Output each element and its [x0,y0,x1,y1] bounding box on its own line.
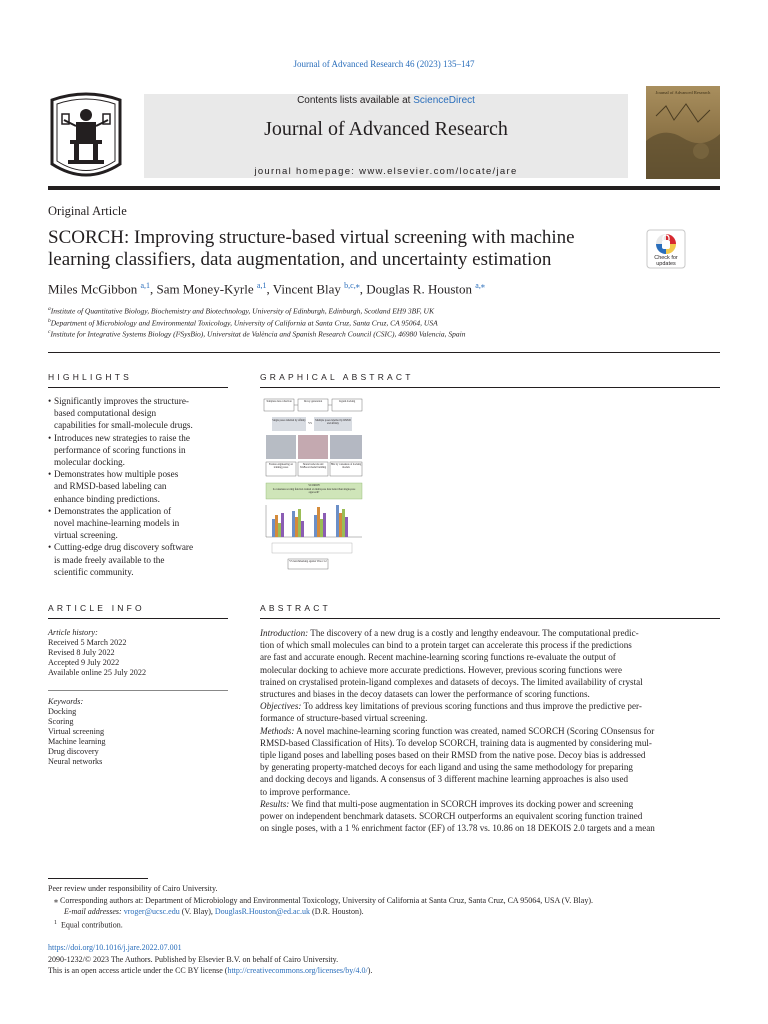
abstract-line: RMSD-based Classification of Hits). To develop SCORCH, training data is augmented by considering mul- [260,737,652,748]
affiliation-text: Institute for Integrative Systems Biology (I²SysBio), Universitat de València and Spanish Research Council (CSIC), 46980 Valencia, Spain [50,329,466,339]
abstract-line: and docking decoys and ligands. A consensus of 3 different machine learning approaches is also used [260,774,629,785]
keyword: Neural networks [48,757,103,766]
license-suffix: ). [367,966,373,975]
sciencedirect-link[interactable]: ScienceDirect [413,95,475,106]
doi-link[interactable]: https://doi.org/10.1016/j.jare.2022.07.001 [48,943,182,952]
highlight-line: and RMSD-based labeling can [54,481,167,492]
abstract-text: We find that multi-pose augmentation in SCORCH improves its docking power and screening [289,798,634,809]
article-title-line-1: SCORCH: Improving structure-based virtual screening with machine [48,227,575,248]
highlight-line: Significantly improves the structure- [54,396,189,406]
journal-cover-image [646,86,720,179]
highlight-line: virtual screening. [54,530,118,541]
ga-label: VS benchmarking against Vina v1.2 [289,560,327,563]
abstract-section-label: Objectives: [260,701,302,712]
abstract-rule [260,618,720,619]
corresponding-marker: ⁎ [54,895,58,905]
email-link[interactable]: DouglasR.Houston@ed.ac.uk [214,907,311,916]
abstract-line: on single poses, with a 1 % enrichment factor (EF) of 13.78 vs. 10.86 on 18 DEKOIS 2.0 targets and a mean [260,823,655,834]
abstract-text: To address key limitations of previous scoring functions and thus improve the predictive per- [301,701,642,712]
email-label: E-mail addresses: [64,907,122,916]
abstract-line: to improve performance. [260,786,351,797]
corresponding-note [48,895,593,907]
ga-label: Multiple poses labelled by RMSD and affinity [315,419,351,425]
corresponding-text: Corresponding authors at: Department of Microbiology and Environmental Toxicology, University of California at Santa Cruz, Santa Cruz, CA 95064, USA (V. Blay). [60,895,593,905]
ga-label: Is consensus scoring function trained on multi-pose data better than single-pose approach? [272,488,356,494]
article-type: Original Article [48,204,127,218]
abstract-line [260,627,720,639]
ga-label: Decoy generation [303,400,323,403]
keyword: Drug discovery [48,747,99,756]
license-line [48,965,372,977]
affiliation [48,329,465,339]
contents-prefix: Contents lists available at [297,95,414,106]
author-name[interactable]: Sam Money-Kyrle [156,281,254,297]
author-name[interactable]: Miles McGibbon [48,281,138,297]
affiliation-marker: b [48,318,51,324]
abstract-text: The discovery of a new drug is a costly and lengthy endeavour. The computational predic- [308,628,639,638]
highlights-rule [48,387,228,388]
abstract-line [260,725,720,737]
highlight-line: is made freely available to the [54,554,165,565]
highlights-heading: HIGHLIGHTS [48,372,132,382]
journal-homepage[interactable]: journal homepage: www.elsevier.com/locate/jare [254,166,518,177]
journal-masthead [144,94,628,178]
article-info-heading: ARTICLE INFO [48,603,145,613]
license-link[interactable]: http://creativecommons.org/licenses/by/4.0/ [227,966,368,975]
article-title-line-2: learning classifiers, data augmentation, and uncertainty estimation [48,249,552,270]
equal-contribution-note [48,918,593,931]
abstract-section-label: Introduction: [260,628,309,638]
highlight-item [48,505,228,542]
history-date: Revised 8 July 2022 [48,648,115,657]
highlight-line: novel machine-learning models in [54,518,180,529]
affiliation-text: Department of Microbiology and Environmental Toxicology, University of California at Santa Cruz, Santa Cruz, CA 95064, USA [50,318,438,328]
article-history-label: Article history: [48,628,98,637]
cover-title: Journal of Advanced Research [655,90,711,95]
highlight-line: enhance binding predictions. [54,493,160,504]
copyright-line: 2090-1232/© 2023 The Authors. Published by Elsevier B.V. on behalf of Cairo University. [48,954,339,964]
highlight-line: Cutting-edge drug discovery software [54,542,194,553]
history-date: Accepted 9 July 2022 [48,658,120,667]
bullet-icon: • [48,542,52,553]
keyword: Virtual screening [48,727,105,736]
ga-label: VS [308,421,312,425]
journal-title: Journal of Advanced Research [264,118,508,140]
keywords [48,697,228,767]
affiliation-marker: c [48,329,51,335]
author-name[interactable]: Vincent Blay [272,281,341,297]
equal-contribution-text: Equal contribution. [61,920,123,930]
ga-label: Hits by consensus of docking models [330,463,362,469]
abstract-line [260,798,720,810]
email-line [48,906,593,918]
keyword: Docking [48,707,77,716]
bullet-icon: • [48,432,52,443]
author-list: Miles McGibbon $^{a,1}$, Sam Money-Kyrle $^{a,1}$, Vincent Blay $^{b,c,⁎}$, Douglas R. Houston $^{a,⁎}$ [48,281,485,297]
abstract-line [260,700,720,712]
bullet-icon: • [48,469,52,480]
abstract-line: tiple ligand poses and labelling poses based on their RMSD from the native pose. Decoy bias is addressed [260,750,646,761]
affiliation-text: Institute of Quantitative Biology, Biochemistry and Biotechnology, University of Edinburgh, Edinburgh, Scotland EH9 3BF, UK [50,306,434,316]
highlight-line: performance of scoring functions in [54,444,186,455]
abstract-line: formance of structure-based virtual screening. [260,713,428,724]
email-owner: (D.R. Houston). [310,907,364,916]
graphical-abstract-figure[interactable] [258,395,368,575]
keywords-label: Keywords: [48,697,84,706]
article-title [48,227,608,271]
highlight-line: scientific community. [54,566,134,577]
highlights-list [48,395,228,578]
ga-label: SCORCH [308,484,320,487]
abstract-text: A novel machine-learning scoring function was created, named SCORCH (Scoring COnsensus for [294,725,655,736]
author-affiliation-marker[interactable]: a,1 [256,281,267,290]
history-date: Received 5 March 2022 [48,638,127,647]
highlight-line: Demonstrates the application of [54,505,172,516]
info-divider [48,690,228,691]
publisher-logo [48,90,124,183]
footnotes [48,883,593,931]
header-rule [48,186,720,190]
abstract-section-label: Results: [260,798,290,809]
highlight-line: capabilities for small-molecule drugs. [54,420,193,431]
ga-label: Template data collection [266,400,292,403]
peer-review-note: Peer review under responsibility of Cairo University. [48,884,218,893]
section-rule [48,352,720,353]
ga-label: Feature engineering on training poses [269,463,293,469]
article-history [48,628,228,678]
journal-reference[interactable]: Journal of Advanced Research 46 (2023) 135–147 [293,59,475,69]
author-affiliation-marker[interactable]: a,1 [140,281,151,290]
highlight-item [48,541,228,578]
abstract-heading: ABSTRACT [260,603,331,613]
affiliation [48,306,434,316]
affiliation-marker: a [48,306,51,312]
highlight-item [48,395,228,432]
author-affiliation-marker[interactable]: a,⁎ [475,281,485,290]
article-info-rule [48,618,228,619]
ga-label: Neural network and XGBoost model building [299,463,327,469]
license-prefix: This is an open access article under the CC BY license ( [48,966,228,975]
abstract-line: power on independent benchmark datasets. SCORCH outperforms an equivalent scoring function trained [260,811,643,822]
email-owner: (V. Blay), [179,907,215,916]
graphical-abstract-rule [260,387,720,388]
highlight-item [48,468,228,505]
abstract-line: molecular docking to achieve more accurate predictions. However, previous scoring functions were [260,664,622,675]
abstract-line: structures and biases in the decoy datasets can lower the performance of scoring functions. [260,689,590,700]
author-affiliation-marker[interactable]: b,c,⁎ [344,281,360,290]
contents-line [144,95,628,106]
bullet-icon: • [48,396,52,406]
highlight-line: based computational design [54,408,157,419]
footnote-marker: 1 [54,919,57,926]
abstract-line: by generating property-matched decoys for each ligand and using the same methodology for preparing [260,762,633,773]
abstract-line: tion of which small molecules can bind to a protein target can accelerate this process if the predictions [260,640,632,651]
graphical-abstract-heading: GRAPHICAL ABSTRACT [260,372,414,382]
highlight-line: Introduces new strategies to raise the [54,432,190,443]
keyword: Scoring [48,717,74,726]
check-for-updates-button[interactable] [646,229,686,269]
ga-label: Ligand docking [338,400,356,403]
history-date: Available online 25 July 2022 [48,668,147,677]
abstract-body [260,627,720,834]
footnote-rule [48,878,148,879]
email-link[interactable]: vroger@ucsc.edu [123,907,180,916]
check-updates-line-2: updates [656,261,676,267]
abstract-line: trained on crystalised protein-ligand complexes and datasets of decoys. The limited availability of crystal [260,676,643,687]
highlight-line: molecular docking. [54,457,125,468]
keyword: Machine learning [48,737,106,746]
affiliation [48,318,438,328]
abstract-line: are fast and accurate enough. Recent machine-learning scoring functions re-evaluate the output of [260,652,616,663]
abstract-section-label: Methods: [260,725,295,736]
publication-info [48,942,372,977]
bullet-icon: • [48,505,52,516]
highlight-item [48,432,228,469]
highlight-line: Demonstrates how multiple poses [54,469,179,480]
check-updates-line-1: Check for [654,255,678,261]
ga-label: Single poses labelled by affinity [272,419,306,422]
author-name[interactable]: Douglas R. Houston [366,281,473,297]
